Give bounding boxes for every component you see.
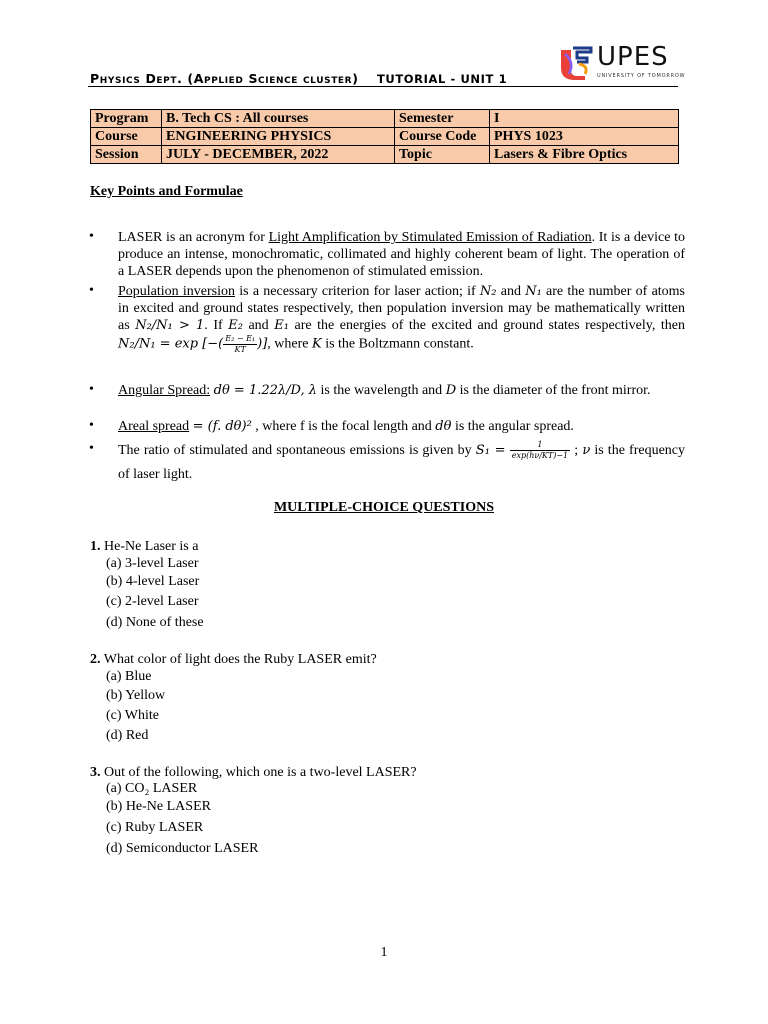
table-cell: Program — [91, 110, 162, 128]
page-number: 1 — [380, 945, 388, 960]
logo-text: UPES — [597, 42, 669, 72]
bullet-areal-spread: Areal spread = (f. dθ)² , where f is the focal length and dθ is the angular spread. — [118, 419, 574, 434]
bullet-emission-ratio: The ratio of stimulated and spontaneous emissions is given by S₁ = $\frac{1}{\exp(h\nu/KT)-1}$ ; ν is the frequency of laser light. — [118, 440, 686, 482]
energy-fraction: $\frac{\text{E₂ − E₁}}{KT}$ — [225, 334, 256, 354]
table-cell: Topic — [395, 146, 490, 164]
table-cell: Session — [91, 146, 162, 164]
bullet-icon: • — [89, 418, 94, 433]
table-row — [91, 110, 679, 128]
table-row — [91, 146, 679, 164]
table-cell: Semester — [395, 110, 490, 128]
tutorial-label: TUTORIAL - UNIT 1 — [376, 72, 508, 86]
list-item: (c) Ruby LASER — [106, 820, 204, 835]
table-cell: Course — [91, 128, 162, 146]
header-title — [90, 71, 507, 86]
list-item: (b) Yellow — [106, 688, 166, 703]
logo-subtitle: UNIVERSITY OF TOMORROW — [597, 73, 686, 79]
list-item: (b) 4-level Laser — [106, 574, 200, 589]
table-cell: ENGINEERING PHYSICS — [162, 128, 395, 146]
question-2: 2. What color of light does the Ruby LASER emit? — [90, 652, 377, 667]
question-1: 1. He-Ne Laser is a — [90, 539, 199, 554]
bullet-population-inversion: Population inversion is a necessary criterion for laser action; if N₂ and N₁ are the number of atoms in excited and ground states respectively, then population inversion may be mathematically written as N₂/N₁ > 1. If E₂ and E₁ are the energies of the excited and ground states respectively, then N₂/N₁ = exp [−( $\frac{\text{E₂ − E₁}}{KT}$ )], where K is the Boltzmann constant. — [118, 284, 686, 354]
list-item: (d) Red — [106, 728, 149, 743]
list-item: (b) He-Ne LASER — [106, 799, 211, 814]
list-item: (c) 2-level Laser — [106, 594, 199, 609]
bullet-icon: • — [89, 283, 94, 298]
table-cell: Lasers & Fibre Optics — [490, 146, 679, 164]
list-item: (d) Semiconductor LASER — [106, 841, 259, 856]
mcq-heading: MULTIPLE-CHOICE QUESTIONS — [273, 500, 495, 515]
table-cell: JULY - DECEMBER, 2022 — [162, 146, 395, 164]
list-item: (a) CO₂ LASER — [106, 781, 198, 796]
table-cell: PHYS 1023 — [490, 128, 679, 146]
emission-fraction: $\frac{1}{\exp(h\nu/KT)-1}$ — [511, 440, 569, 461]
list-item: (c) White — [106, 708, 159, 723]
bullet-angular-spread: Angular Spread: dθ = 1.22λ/D, λ is the wavelength and D is the diameter of the front mirror. — [118, 383, 651, 398]
key-points-heading: Key Points and Formulae — [90, 184, 243, 199]
list-item: (d) None of these — [106, 615, 204, 630]
table-cell: Course Code — [395, 128, 490, 146]
bullet-icon: • — [89, 382, 94, 397]
table-cell: I — [490, 110, 679, 128]
list-item: (a) Blue — [106, 669, 152, 684]
header-rule — [88, 86, 678, 87]
course-info-table — [90, 109, 679, 164]
list-item: (a) 3-level Laser — [106, 556, 199, 571]
bullet-laser-acronym: LASER is an acronym for Light Amplification by Stimulated Emission of Radiation. It is a device to produce an intense, monochromatic, collimated and highly coherent beam of light. The operation of a LASER depends upon the phenomenon of stimulated emission. — [118, 230, 685, 279]
bullet-icon: • — [89, 229, 94, 244]
question-3: 3. Out of the following, which one is a two-level LASER? — [90, 765, 417, 780]
dept-label: Physics Dept. (Applied Science cluster) — [90, 71, 359, 86]
bullet-icon: • — [89, 441, 94, 456]
table-row — [91, 128, 679, 146]
table-cell: B. Tech CS : All courses — [162, 110, 395, 128]
